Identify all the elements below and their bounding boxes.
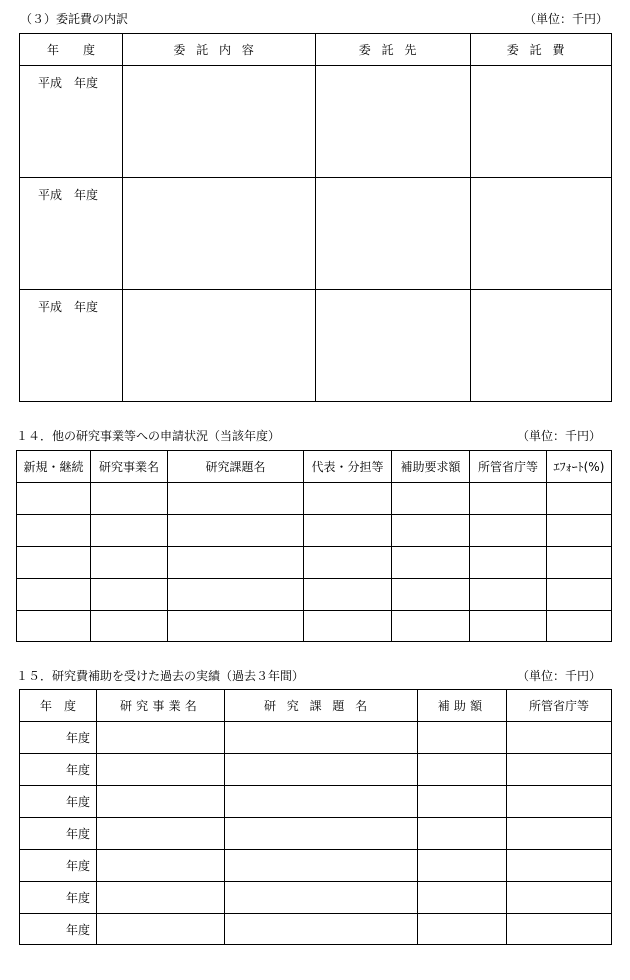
year-cell[interactable]: 平成 年度 (20, 290, 123, 402)
content-cell[interactable] (123, 290, 316, 402)
table-cell[interactable] (470, 483, 547, 515)
header-consignment-cost: 委託費 (471, 34, 612, 66)
header-effort: ｴﾌｫｰﾄ(%) (547, 451, 612, 483)
header-requested-amount: 補助要求額 (392, 451, 470, 483)
table-cell[interactable] (225, 754, 418, 786)
header-ministry: 所管省庁等 (470, 451, 547, 483)
table-cell[interactable] (97, 818, 225, 850)
table-cell[interactable] (470, 547, 547, 579)
table-cell[interactable] (507, 722, 612, 754)
table-row (20, 850, 612, 882)
content-cell[interactable] (123, 66, 316, 178)
table-cell[interactable] (168, 579, 304, 611)
past-grants-table (19, 689, 612, 945)
table-cell[interactable] (225, 786, 418, 818)
year-cell[interactable]: 平成 年度 (20, 66, 123, 178)
table-cell[interactable] (418, 914, 507, 945)
table-row (20, 786, 612, 818)
year-cell[interactable]: 年度 (20, 914, 97, 945)
consignee-cell[interactable] (316, 66, 471, 178)
cost-cell[interactable] (471, 178, 612, 290)
table-row (20, 754, 612, 786)
table-cell[interactable] (392, 547, 470, 579)
table-cell[interactable] (17, 579, 91, 611)
table-cell[interactable] (392, 515, 470, 547)
table-cell[interactable] (507, 882, 612, 914)
table-row (20, 882, 612, 914)
table-cell[interactable] (547, 515, 612, 547)
table-cell[interactable] (17, 483, 91, 515)
table-cell[interactable] (470, 611, 547, 642)
table-row (17, 579, 612, 611)
table-cell[interactable] (507, 786, 612, 818)
consignment-table (19, 33, 612, 402)
section15-unit: （単位：千円） (517, 669, 602, 683)
table-cell[interactable] (547, 547, 612, 579)
year-cell[interactable]: 年度 (20, 722, 97, 754)
table-row (17, 611, 612, 642)
table-cell[interactable] (418, 818, 507, 850)
table-cell[interactable] (97, 914, 225, 945)
table-row (20, 290, 612, 402)
table-cell[interactable] (168, 483, 304, 515)
section3-unit: （単位：千円） (524, 12, 609, 26)
table-cell[interactable] (225, 850, 418, 882)
table-cell[interactable] (225, 914, 418, 945)
consignee-cell[interactable] (316, 178, 471, 290)
table-header-row (17, 451, 612, 483)
table-row (17, 515, 612, 547)
table-header-row (20, 34, 612, 66)
year-cell[interactable]: 平成 年度 (20, 178, 123, 290)
cost-cell[interactable] (471, 66, 612, 178)
table-cell[interactable] (91, 515, 168, 547)
table-row (20, 818, 612, 850)
table-cell[interactable] (91, 483, 168, 515)
table-cell[interactable] (392, 611, 470, 642)
table-cell[interactable] (470, 515, 547, 547)
header-ministry: 所管省庁等 (507, 690, 612, 722)
table-row (20, 914, 612, 945)
table-cell[interactable] (507, 754, 612, 786)
table-cell[interactable] (168, 515, 304, 547)
section14-unit: （単位：千円） (517, 429, 602, 443)
year-cell[interactable]: 年度 (20, 754, 97, 786)
year-cell[interactable]: 年度 (20, 786, 97, 818)
table-cell[interactable] (225, 722, 418, 754)
table-cell[interactable] (97, 786, 225, 818)
table-cell[interactable] (97, 722, 225, 754)
header-consignee: 委託先 (316, 34, 471, 66)
table-cell[interactable] (418, 754, 507, 786)
table-cell[interactable] (507, 818, 612, 850)
table-cell[interactable] (304, 547, 392, 579)
year-cell[interactable]: 年度 (20, 850, 97, 882)
table-cell[interactable] (507, 850, 612, 882)
table-cell[interactable] (97, 882, 225, 914)
content-cell[interactable] (123, 178, 316, 290)
table-row (17, 547, 612, 579)
header-research-title: 研究課題名 (225, 690, 418, 722)
table-cell[interactable] (17, 547, 91, 579)
header-new-continuing: 新規・継続 (17, 451, 91, 483)
table-cell[interactable] (304, 515, 392, 547)
table-row (17, 483, 612, 515)
header-research-title: 研究課題名 (168, 451, 304, 483)
table-cell[interactable] (304, 579, 392, 611)
table-header-row (20, 690, 612, 722)
table-cell[interactable] (547, 483, 612, 515)
section15-title: １５．研究費補助を受けた過去の実績（過去３年間） (16, 669, 305, 683)
table-cell[interactable] (418, 882, 507, 914)
table-row (20, 178, 612, 290)
table-cell[interactable] (97, 850, 225, 882)
header-project-name: 研究事業名 (91, 451, 168, 483)
table-cell[interactable] (418, 722, 507, 754)
header-year: 年 度 (20, 34, 123, 66)
consignee-cell[interactable] (316, 290, 471, 402)
table-cell[interactable] (547, 611, 612, 642)
table-cell[interactable] (17, 515, 91, 547)
section14-title: １４．他の研究事業等への申請状況（当該年度） (16, 429, 281, 443)
table-cell[interactable] (304, 483, 392, 515)
table-cell[interactable] (470, 579, 547, 611)
year-cell[interactable]: 年度 (20, 882, 97, 914)
table-cell[interactable] (17, 611, 91, 642)
table-cell[interactable] (547, 579, 612, 611)
header-grant-amount: 補助額 (418, 690, 507, 722)
section3-title: （３）委託費の内訳 (20, 12, 129, 26)
year-cell[interactable]: 年度 (20, 818, 97, 850)
table-cell[interactable] (168, 547, 304, 579)
table-cell[interactable] (418, 850, 507, 882)
table-cell[interactable] (392, 579, 470, 611)
table-cell[interactable] (392, 483, 470, 515)
table-cell[interactable] (418, 786, 507, 818)
table-cell[interactable] (507, 914, 612, 945)
table-cell[interactable] (168, 611, 304, 642)
header-project-name: 研究事業名 (97, 690, 225, 722)
header-year: 年 度 (20, 690, 97, 722)
table-cell[interactable] (91, 547, 168, 579)
cost-cell[interactable] (471, 290, 612, 402)
table-cell[interactable] (304, 611, 392, 642)
other-applications-table (16, 450, 612, 642)
table-cell[interactable] (225, 882, 418, 914)
header-consignment-content: 委託内容 (123, 34, 316, 66)
table-cell[interactable] (91, 579, 168, 611)
table-cell[interactable] (91, 611, 168, 642)
header-role: 代表・分担等 (304, 451, 392, 483)
table-row (20, 722, 612, 754)
table-cell[interactable] (225, 818, 418, 850)
table-cell[interactable] (97, 754, 225, 786)
table-row (20, 66, 612, 178)
